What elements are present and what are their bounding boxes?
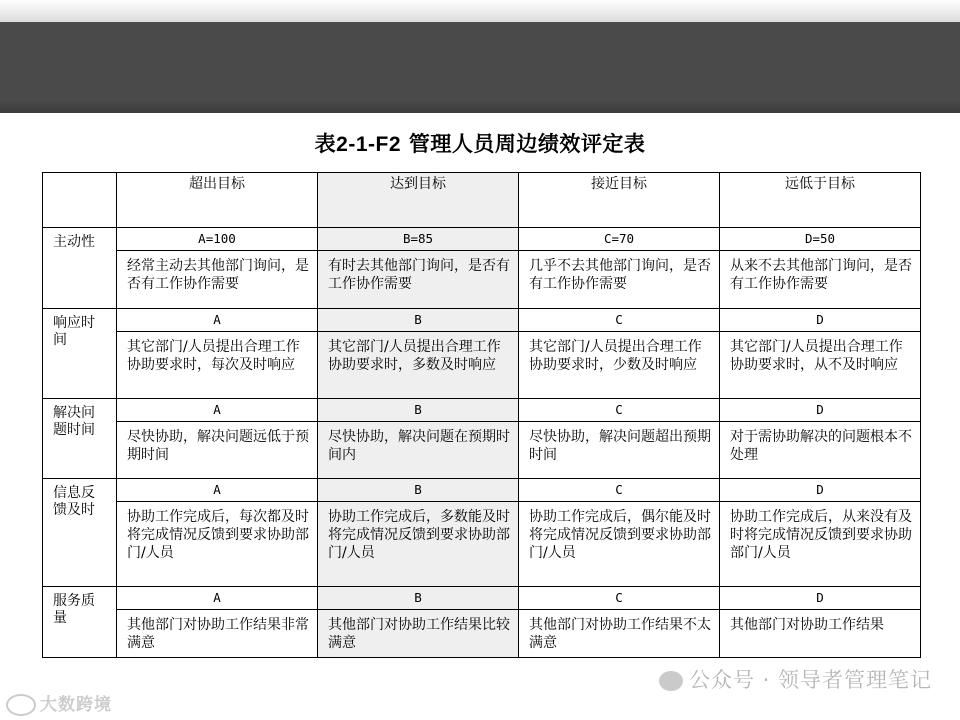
table-row-description [43, 422, 921, 479]
grade-cell: B=85 [318, 228, 519, 251]
grade-cell: B [318, 587, 519, 610]
table-row-description [43, 502, 921, 587]
description-cell: 对于需协助解决的问题根本不处理 [720, 422, 921, 479]
column-header: 达到目标 [318, 173, 519, 228]
watermark-logo-icon [6, 694, 36, 716]
table-row-description [43, 332, 921, 399]
grade-cell: A [117, 309, 318, 332]
header-corner [43, 173, 117, 228]
description-cell: 其它部门/人员提出合理工作协助要求时，少数及时响应 [519, 332, 720, 399]
table-header-row [43, 173, 921, 228]
description-cell: 协助工作完成后，多数能及时将完成情况反馈到要求协助部门/人员 [318, 502, 519, 587]
description-cell: 尽快协助，解决问题在预期时间内 [318, 422, 519, 479]
grade-cell: B [318, 479, 519, 502]
description-cell: 几乎不去其他部门询问，是否有工作协作需要 [519, 251, 720, 309]
column-header: 远低于目标 [720, 173, 921, 228]
watermark-right [659, 664, 932, 694]
column-header: 接近目标 [519, 173, 720, 228]
table-row-grade [43, 228, 921, 251]
grade-cell: C [519, 309, 720, 332]
table-row-grade [43, 479, 921, 502]
table-title-text: 管理人员周边绩效评定表 [401, 132, 646, 156]
grade-cell: C [519, 479, 720, 502]
grade-cell: A [117, 479, 318, 502]
description-cell: 经常主动去其他部门询问，是否有工作协作需要 [117, 251, 318, 309]
row-category: 服务质量 [43, 587, 117, 658]
grade-cell: C=70 [519, 228, 720, 251]
description-cell: 其它部门/人员提出合理工作协助要求时，多数及时响应 [318, 332, 519, 399]
grade-cell: C [519, 587, 720, 610]
grade-cell: B [318, 309, 519, 332]
watermark-left [6, 690, 112, 716]
description-cell: 其它部门/人员提出合理工作协助要求时，从不及时响应 [720, 332, 921, 399]
table-row-grade [43, 587, 921, 610]
row-category: 主动性 [43, 228, 117, 309]
table-row-grade [43, 399, 921, 422]
description-cell: 其他部门对协助工作结果不太满意 [519, 610, 720, 658]
wechat-icon [659, 671, 683, 691]
description-cell: 其他部门对协助工作结果比较满意 [318, 610, 519, 658]
description-cell: 其他部门对协助工作结果 [720, 610, 921, 658]
grade-cell: C [519, 399, 720, 422]
column-header: 超出目标 [117, 173, 318, 228]
table-row-grade [43, 309, 921, 332]
description-cell: 尽快协助，解决问题超出预期时间 [519, 422, 720, 479]
table-row-description [43, 251, 921, 309]
grade-cell: A [117, 399, 318, 422]
row-category: 解决问题时间 [43, 399, 117, 479]
header-banner [0, 0, 960, 113]
description-cell: 协助工作完成后，每次都及时将完成情况反馈到要求协助部门/人员 [117, 502, 318, 587]
page-title [0, 128, 960, 158]
grade-cell: D=50 [720, 228, 921, 251]
grade-cell: A [117, 587, 318, 610]
watermark-left-text: 大数跨境 [40, 695, 112, 715]
description-cell: 协助工作完成后，从来没有及时将完成情况反馈到要求协助部门/人员 [720, 502, 921, 587]
description-cell: 尽快协助，解决问题远低于预期时间 [117, 422, 318, 479]
grade-cell: D [720, 309, 921, 332]
description-cell: 其他部门对协助工作结果非常满意 [117, 610, 318, 658]
evaluation-table [42, 172, 921, 658]
row-category: 响应时间 [43, 309, 117, 399]
table-row-description [43, 610, 921, 658]
grade-cell: B [318, 399, 519, 422]
description-cell: 从来不去其他部门询问，是否有工作协作需要 [720, 251, 921, 309]
grade-cell: D [720, 587, 921, 610]
watermark-right-text: 公众号 · 领导者管理笔记 [688, 668, 932, 692]
row-category: 信息反馈及时 [43, 479, 117, 587]
grade-cell: A=100 [117, 228, 318, 251]
table-code: 表2-1-F2 [314, 133, 402, 156]
description-cell: 其它部门/人员提出合理工作协助要求时，每次及时响应 [117, 332, 318, 399]
description-cell: 协助工作完成后，偶尔能及时将完成情况反馈到要求协助部门/人员 [519, 502, 720, 587]
grade-cell: D [720, 399, 921, 422]
description-cell: 有时去其他部门询问，是否有工作协作需要 [318, 251, 519, 309]
grade-cell: D [720, 479, 921, 502]
